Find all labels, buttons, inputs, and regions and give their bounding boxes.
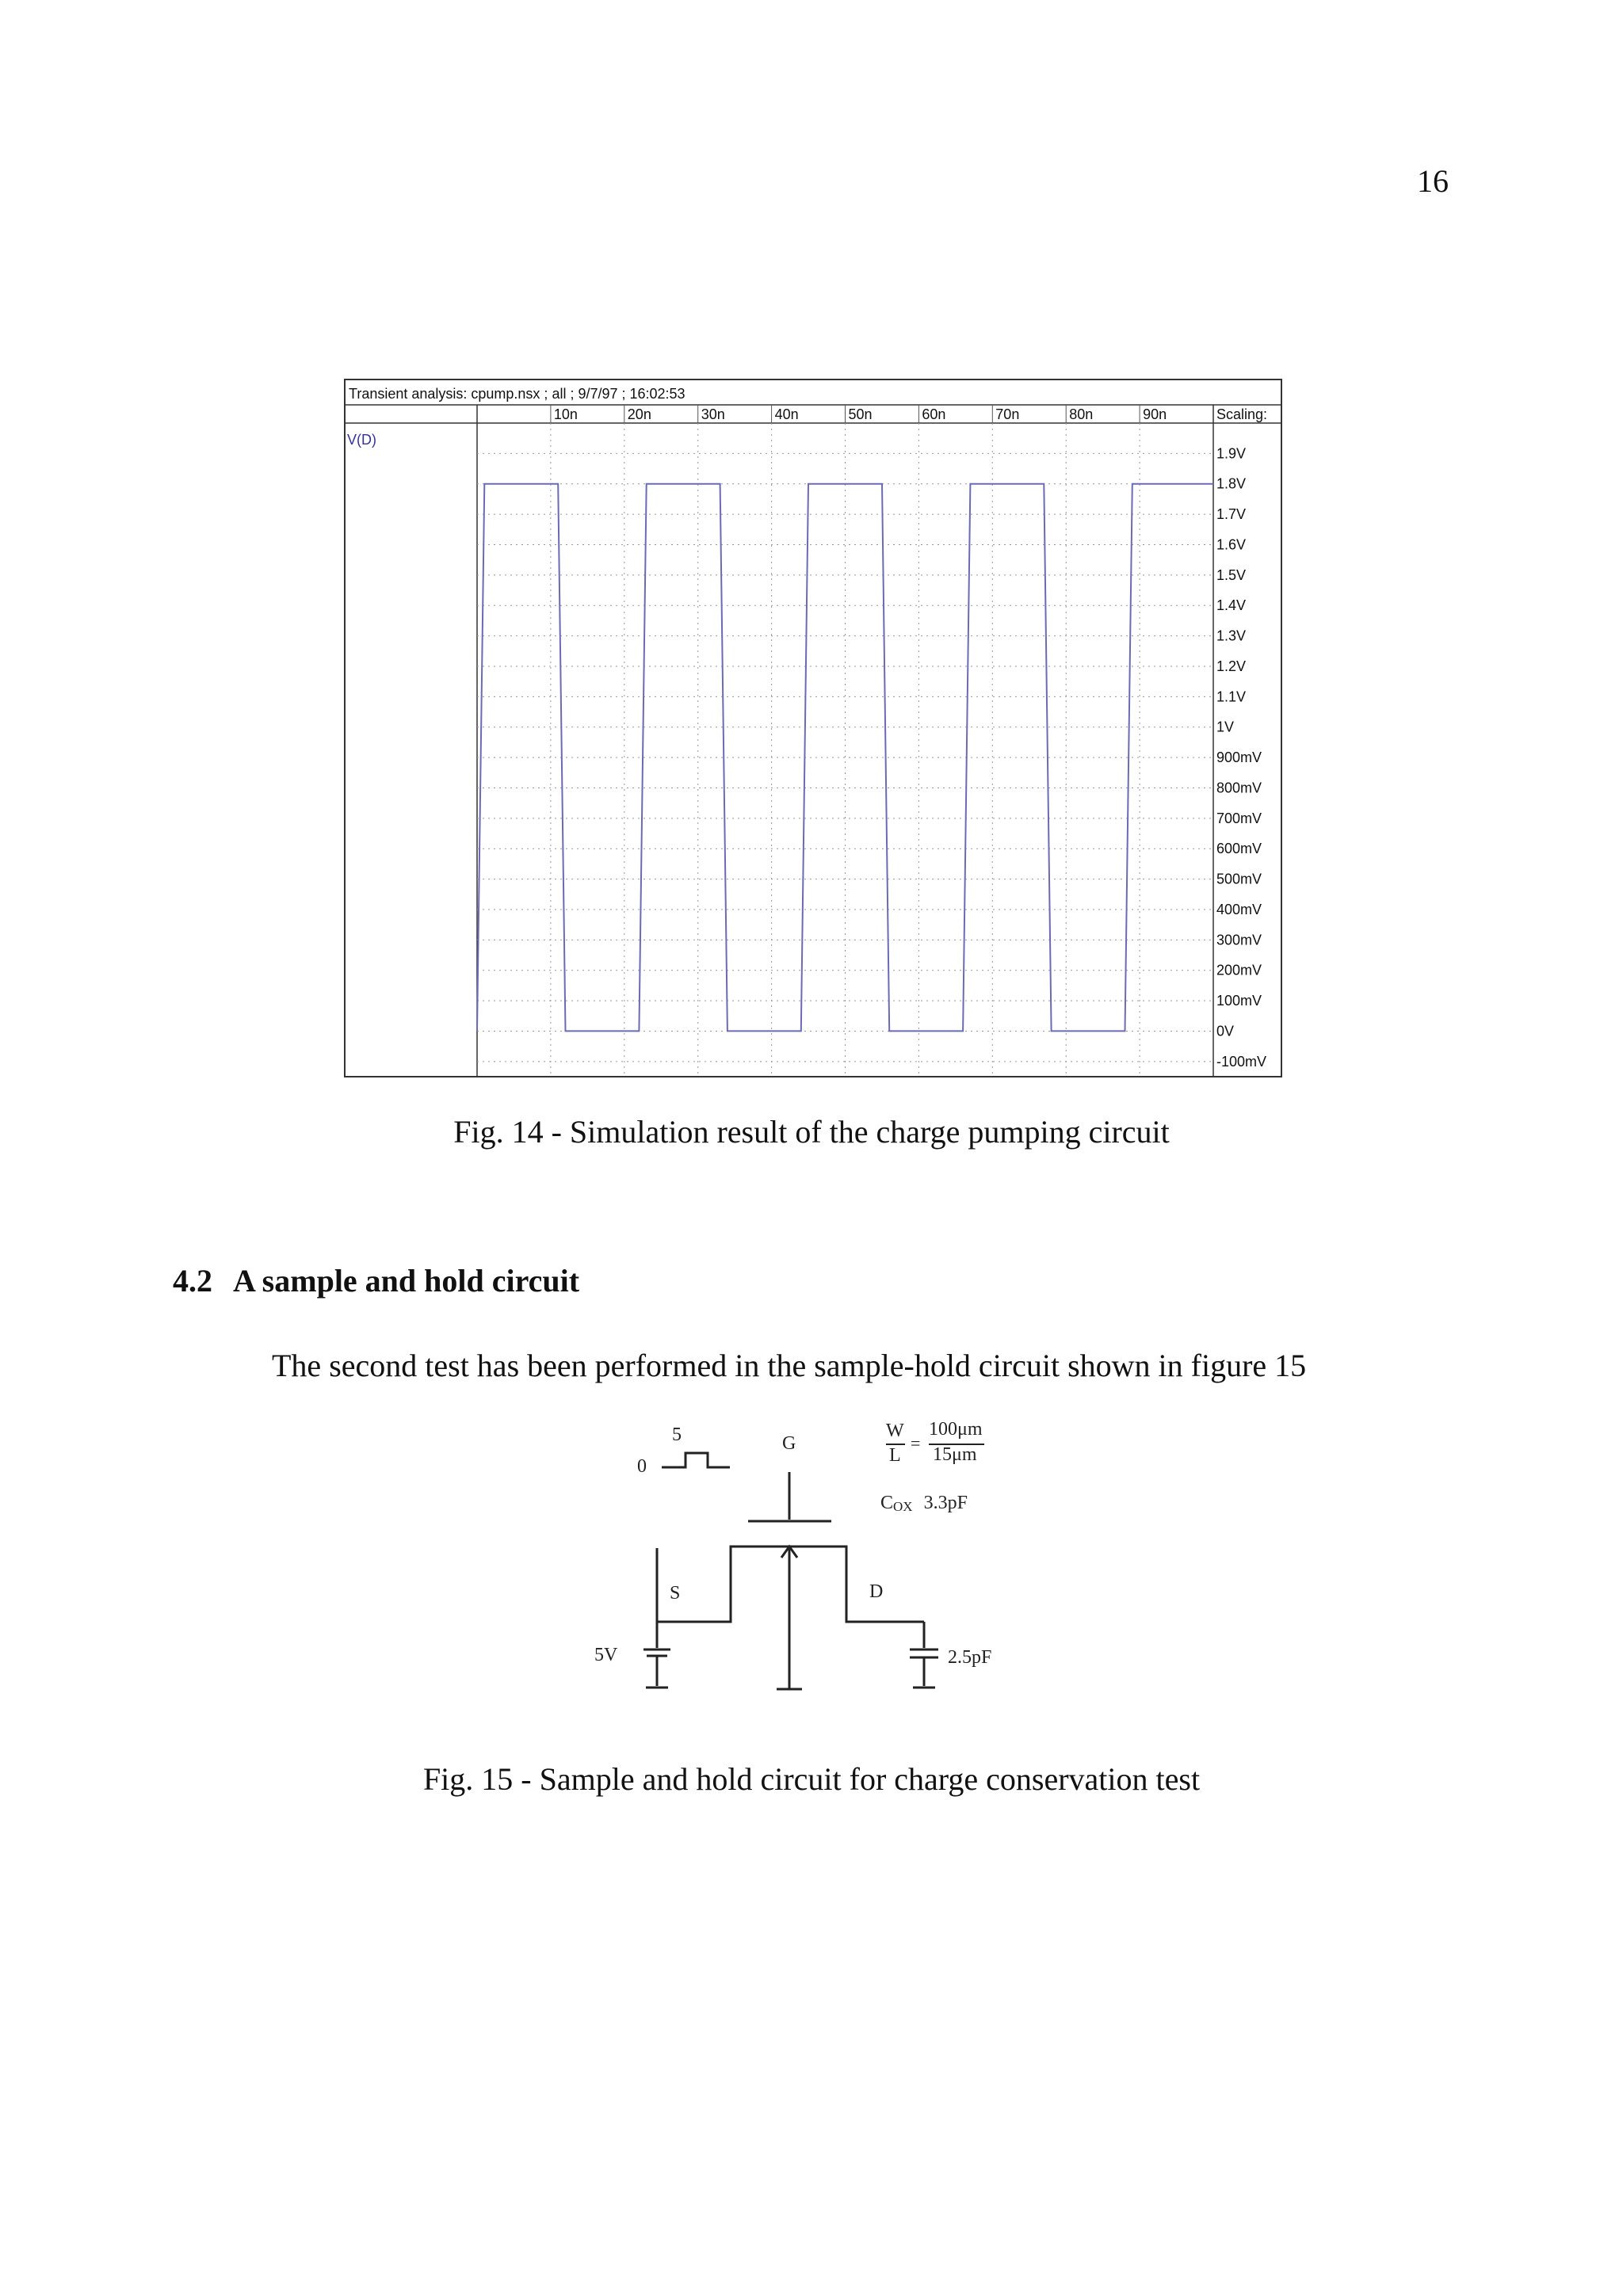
- body-paragraph: The second test has been performed in the sample-hold circuit shown in figure 15: [272, 1348, 1307, 1383]
- y-tick-label: 300mV: [1216, 932, 1262, 948]
- gate-label: G: [782, 1433, 796, 1454]
- y-tick-label: 200mV: [1216, 962, 1262, 978]
- pulse-low-label: 0: [637, 1456, 647, 1477]
- section-title: A sample and hold circuit: [233, 1263, 580, 1299]
- scaling-label: Scaling:: [1216, 406, 1268, 422]
- figure-14-caption: Fig. 14 - Simulation result of the charge pumping circuit: [453, 1114, 1170, 1150]
- y-tick-label: 1.1V: [1216, 688, 1247, 705]
- y-tick-label: 1.5V: [1216, 566, 1247, 583]
- x-tick-label: 40n: [774, 406, 799, 422]
- plot-title: Transient analysis: cpump.nsx ; all ; 9/7/97 ; 16:02:53: [349, 386, 685, 402]
- y-tick-label: -100mV: [1216, 1053, 1267, 1070]
- w-value-label: 100μm: [929, 1419, 983, 1440]
- y-tick-label: 1.8V: [1216, 475, 1247, 492]
- y-tick-label: 400mV: [1216, 901, 1262, 917]
- y-tick-label: 800mV: [1216, 780, 1262, 796]
- figure-15-caption: Fig. 15 - Sample and hold circuit for charge conservation test: [422, 1761, 1201, 1797]
- y-tick-label: 100mV: [1216, 993, 1262, 1009]
- y-tick-label: 1.4V: [1216, 597, 1247, 614]
- x-tick-label: 20n: [627, 406, 651, 422]
- trace-label: V(D): [347, 432, 376, 448]
- x-tick-label: 90n: [1143, 406, 1167, 422]
- cox-label: COX 3.3pF: [880, 1493, 968, 1514]
- equals-label: =: [911, 1433, 921, 1453]
- pulse-waveform: [662, 1453, 730, 1467]
- transient-plot: [344, 379, 1282, 1077]
- section-number: 4.2: [173, 1263, 212, 1299]
- l-label: L: [889, 1445, 901, 1466]
- page-number: 16: [1417, 163, 1449, 199]
- w-label: W: [886, 1421, 904, 1441]
- y-tick-label: 1.3V: [1216, 627, 1247, 644]
- y-tick-label: 1.2V: [1216, 658, 1247, 674]
- arrow-icon: [781, 1547, 797, 1558]
- y-tick-label: 600mV: [1216, 841, 1262, 857]
- x-tick-label: 10n: [553, 406, 578, 422]
- drain-label: D: [869, 1581, 884, 1602]
- x-tick-label: 30n: [701, 406, 725, 422]
- x-tick-label: 70n: [995, 406, 1020, 422]
- drain-cap-label: 2.5pF: [948, 1647, 992, 1668]
- section-heading: [173, 1262, 579, 1299]
- y-tick-label: 1.6V: [1216, 536, 1247, 553]
- pulse-high-label: 5: [672, 1425, 682, 1445]
- x-tick-label: 80n: [1069, 406, 1094, 422]
- source-label: S: [670, 1583, 681, 1604]
- source-voltage-label: 5V: [594, 1645, 618, 1665]
- y-tick-label: 1.7V: [1216, 506, 1247, 523]
- y-tick-label: 1.9V: [1216, 445, 1247, 462]
- x-tick-label: 60n: [922, 406, 946, 422]
- y-tick-label: 900mV: [1216, 749, 1262, 766]
- channel-wire: [657, 1547, 924, 1622]
- y-tick-label: 0V: [1216, 1023, 1235, 1039]
- y-tick-label: 700mV: [1216, 810, 1262, 826]
- l-value-label: 15μm: [933, 1444, 977, 1465]
- y-tick-label: 500mV: [1216, 871, 1262, 887]
- y-tick-label: 1V: [1216, 719, 1235, 735]
- x-tick-label: 50n: [848, 406, 873, 422]
